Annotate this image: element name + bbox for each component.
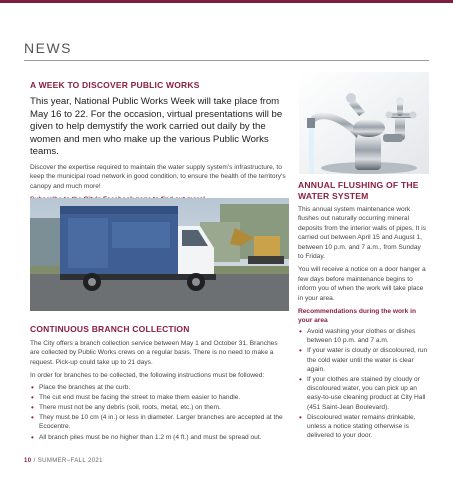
branch-instructions-list: [30, 383, 288, 442]
public-works-lead: This year, National Public Works Week will take place from May 16 to 22. For the occasion, virtual presentations will be given to help demystify the work carried out daily by the women and men who make up the various Public Works teams.: [30, 96, 283, 158]
flushing-paragraph-1: This annual system maintenance work flushes out naturally occurring mineral deposits from the interior walls of pipes. It is carried out between April 15 and August 1, between 10 p.m. and 7 a.m., from Sunday to Friday.: [298, 206, 426, 261]
flushing-paragraph-2: You will receive a notice on a door hanger a few days before maintenance begins to inform you of when the work will take place in your area.: [298, 266, 426, 302]
branch-article: [30, 324, 288, 443]
list-item: • If your water is cloudy or discoloured, run the cold water until the water is clear again.: [298, 346, 428, 374]
branch-heading: CONTINUOUS BRANCH COLLECTION: [30, 324, 190, 334]
section-divider: [24, 60, 429, 61]
faucet-illustration: [299, 72, 429, 174]
page-footer: [24, 458, 103, 464]
branch-paragraph-1: The City offers a branch collection service between May 1 and October 31. Branches are collected by Public Works crews on a regular basis. There is no need to make a request. Pick-up could take up to 21 days.: [30, 340, 278, 366]
list-item: • All branch piles must be no higher than 1.2 m (4 ft.) and must be spread out.: [30, 433, 288, 442]
list-item: • There must not be any debris (soil, roots, metal, etc.) on them.: [30, 403, 288, 412]
public-works-article: [30, 80, 288, 203]
list-item: • If your clothes are stained by cloudy or discoloured water, you can pick up an easy-to-use cleaning product at City Hall (451 Saint-Jean Boulevard).: [298, 375, 428, 412]
list-item: • They must be 10 cm (4 in.) or less in diameter. Larger branches are accepted at the Ecocentre.: [30, 413, 288, 431]
list-item: • The cut end must be facing the street to make them easier to handle.: [30, 393, 288, 402]
list-item: • Discoloured water remains drinkable, unless a notice stating otherwise is delivered to your door.: [298, 413, 428, 441]
public-works-heading: A WEEK TO DISCOVER PUBLIC WORKS: [30, 80, 200, 90]
issue-label: / SUMMER–FALL 2021: [33, 458, 103, 464]
public-works-body: Discover the expertise required to maintain the water supply system's infrastructure, to keep the municipal road network in good condition, to ensure the health of the territory's canopy and much more!: [30, 163, 286, 190]
list-item: • Avoid washing your clothes or dishes between 10 p.m. and 7 a.m.: [298, 327, 428, 345]
truck-illustration: [30, 198, 289, 311]
flushing-heading: ANNUAL FLUSHING OF THE WATER SYSTEM: [298, 180, 419, 201]
section-label: NEWS: [24, 40, 72, 56]
page-number: 10: [24, 458, 32, 464]
branch-paragraph-2: In order for branches to be collected, the following instructions must be followed:: [30, 372, 265, 380]
truck-photo: [30, 198, 289, 311]
recommendations-list: [298, 327, 428, 440]
list-item: • Place the branches at the curb.: [30, 383, 288, 392]
top-accent-rule: [0, 0, 453, 3]
flushing-article: [298, 180, 428, 442]
recommendations-heading: Recommendations during the work in your area: [298, 308, 416, 325]
faucet-photo: [299, 72, 429, 174]
